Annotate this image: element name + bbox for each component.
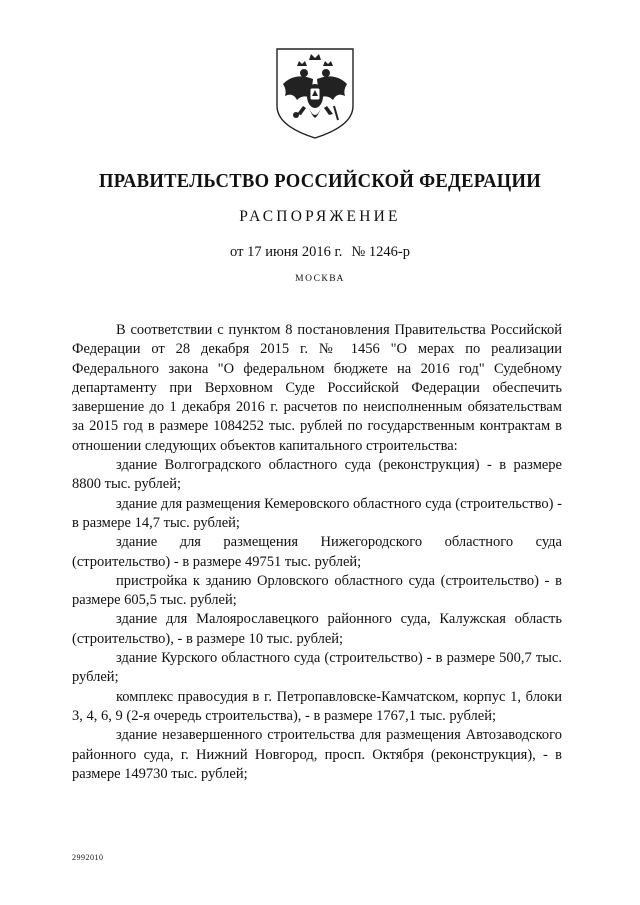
footer-document-code: 2992010 [72,853,104,862]
order-number: № 1246-р [351,244,410,260]
date-number-line [0,244,640,261]
list-item: здание незавершенного строительства для размещения Автозаводского районного суда, г. Нижний Новгород, просп. Октября (реконструкция), - в размере 149730 тыс. рублей; [72,727,562,782]
coat-of-arms-emblem [273,46,357,141]
list-item: здание для размещения Нижегородского областного суда (строительство) - в размере 49751 тыс. рублей; [72,534,562,570]
list-item: здание для Малоярославецкого районного суда, Калужская область (строительство), - в размере 10 тыс. рублей; [72,611,562,647]
intro-paragraph: В соответствии с пунктом 8 постановления Правительства Российской Федерации от 28 декабря 2015 г. № 1456 "О мерах по реализации Федерального закона "О федеральном бюджете на 2016 год" Судебному департаменту при Верховном Суде Российской Федерации обеспечить завершение до 1 декабря 2016 г. расчетов по неисполненным обязательствам за 2015 год в размере 1084252 тыс. рублей по государственным контрактам в отношении следующих объектов капитального строительства: [72,322,562,454]
list-item: пристройка к зданию Орловского областного суда (строительство) - в размере 605,5 тыс. рублей; [72,572,562,609]
list-item: здание Курского областного суда (строительство) - в размере 500,7 тыс. рублей; [72,650,562,686]
document-body [72,321,562,784]
document-type-title: РАСПОРЯЖЕНИЕ [239,208,401,225]
government-title: ПРАВИТЕЛЬСТВО РОССИЙСКОЙ ФЕДЕРАЦИИ [98,170,542,192]
list-item: здание для размещения Кемеровского областного суда (строительство) - в размере 14,7 тыс. рублей; [72,495,562,531]
list-item: здание Волгоградского областного суда (реконструкция) - в размере 8800 тыс. рублей; [72,457,562,493]
list-item: комплекс правосудия в г. Петропавловске-Камчатском, корпус 1, блоки 3, 4, 6, 9 (2-я очередь строительства), - в размере 1767,1 тыс. рублей; [72,688,562,724]
order-date: от 17 июня 2016 г. [230,244,343,260]
city-label: МОСКВА [295,274,345,284]
